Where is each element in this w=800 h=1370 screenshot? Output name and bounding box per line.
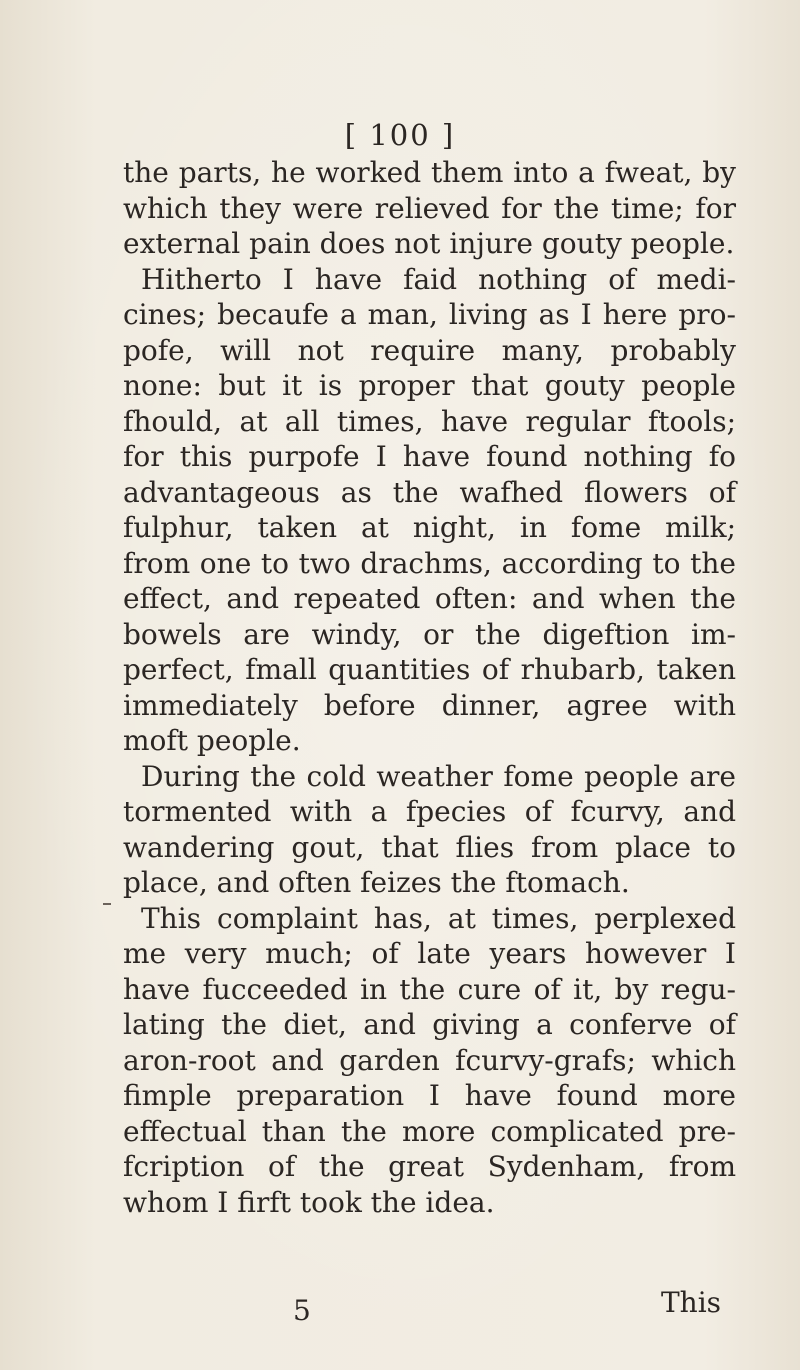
text-line: tormented with a fpecies of fcurvy, and — [123, 795, 736, 828]
text-line: fcription of the great Sydenham, from — [123, 1150, 736, 1183]
text-line: advantageous as the wafhed flowers of — [123, 475, 736, 509]
text-line: effect, and repeated often: and when the — [123, 582, 736, 615]
text-line: pofe, will not require many, probably — [123, 333, 736, 367]
text-line: Hitherto I have faid nothing of medi- — [141, 262, 736, 296]
text-line: from one to two drachms, according to the — [123, 546, 736, 580]
text-line: fhould, at all times, have regular ftools; — [123, 404, 736, 438]
body-text — [123, 155, 736, 1220]
text-line: the parts, he worked them into a fweat, by — [123, 156, 736, 189]
text-line: wandering gout, that flies from place to — [123, 830, 736, 864]
signature-mark: 5 — [293, 1294, 311, 1327]
text-line: which they were relieved for the time; for — [123, 191, 736, 225]
text-line: moft people. — [123, 724, 301, 757]
page-number-header: [ 100 ] — [344, 118, 456, 152]
text-line: During the cold weather fome people are — [141, 759, 736, 793]
text-line: fulphur, taken at night, in fome milk; — [123, 511, 736, 544]
text-line: place, and often feizes the ftomach. — [123, 866, 630, 899]
text-line: This complaint has, at times, perplexed — [141, 901, 736, 935]
text-line: external pain does not injure gouty people. — [123, 227, 735, 260]
catchword: This — [661, 1286, 722, 1319]
text-line: me very much; of late years however I — [123, 937, 736, 970]
text-line: fimple preparation I have found more — [123, 1079, 736, 1112]
text-line: whom I firft took the idea. — [123, 1185, 495, 1219]
page-footer — [0, 1286, 800, 1330]
text-line: bowels are windy, or the digeftion im- — [123, 617, 736, 651]
text-line: aron-root and garden fcurvy-grafs; which — [123, 1043, 736, 1077]
text-line: cines; becaufe a man, living as I here pro- — [123, 298, 736, 331]
text-line: immediately before dinner, agree with — [123, 688, 736, 722]
text-line: lating the diet, and giving a conferve of — [123, 1008, 736, 1041]
text-line: have fucceeded in the cure of it, by regu- — [123, 972, 736, 1006]
text-line: none: but it is proper that gouty people — [123, 369, 736, 402]
margin-mark — [103, 903, 111, 905]
text-line: for this purpofe I have found nothing fo — [123, 440, 736, 473]
text-line: perfect, fmall quantities of rhubarb, taken — [123, 653, 736, 686]
text-line: effectual than the more complicated pre- — [123, 1114, 736, 1148]
